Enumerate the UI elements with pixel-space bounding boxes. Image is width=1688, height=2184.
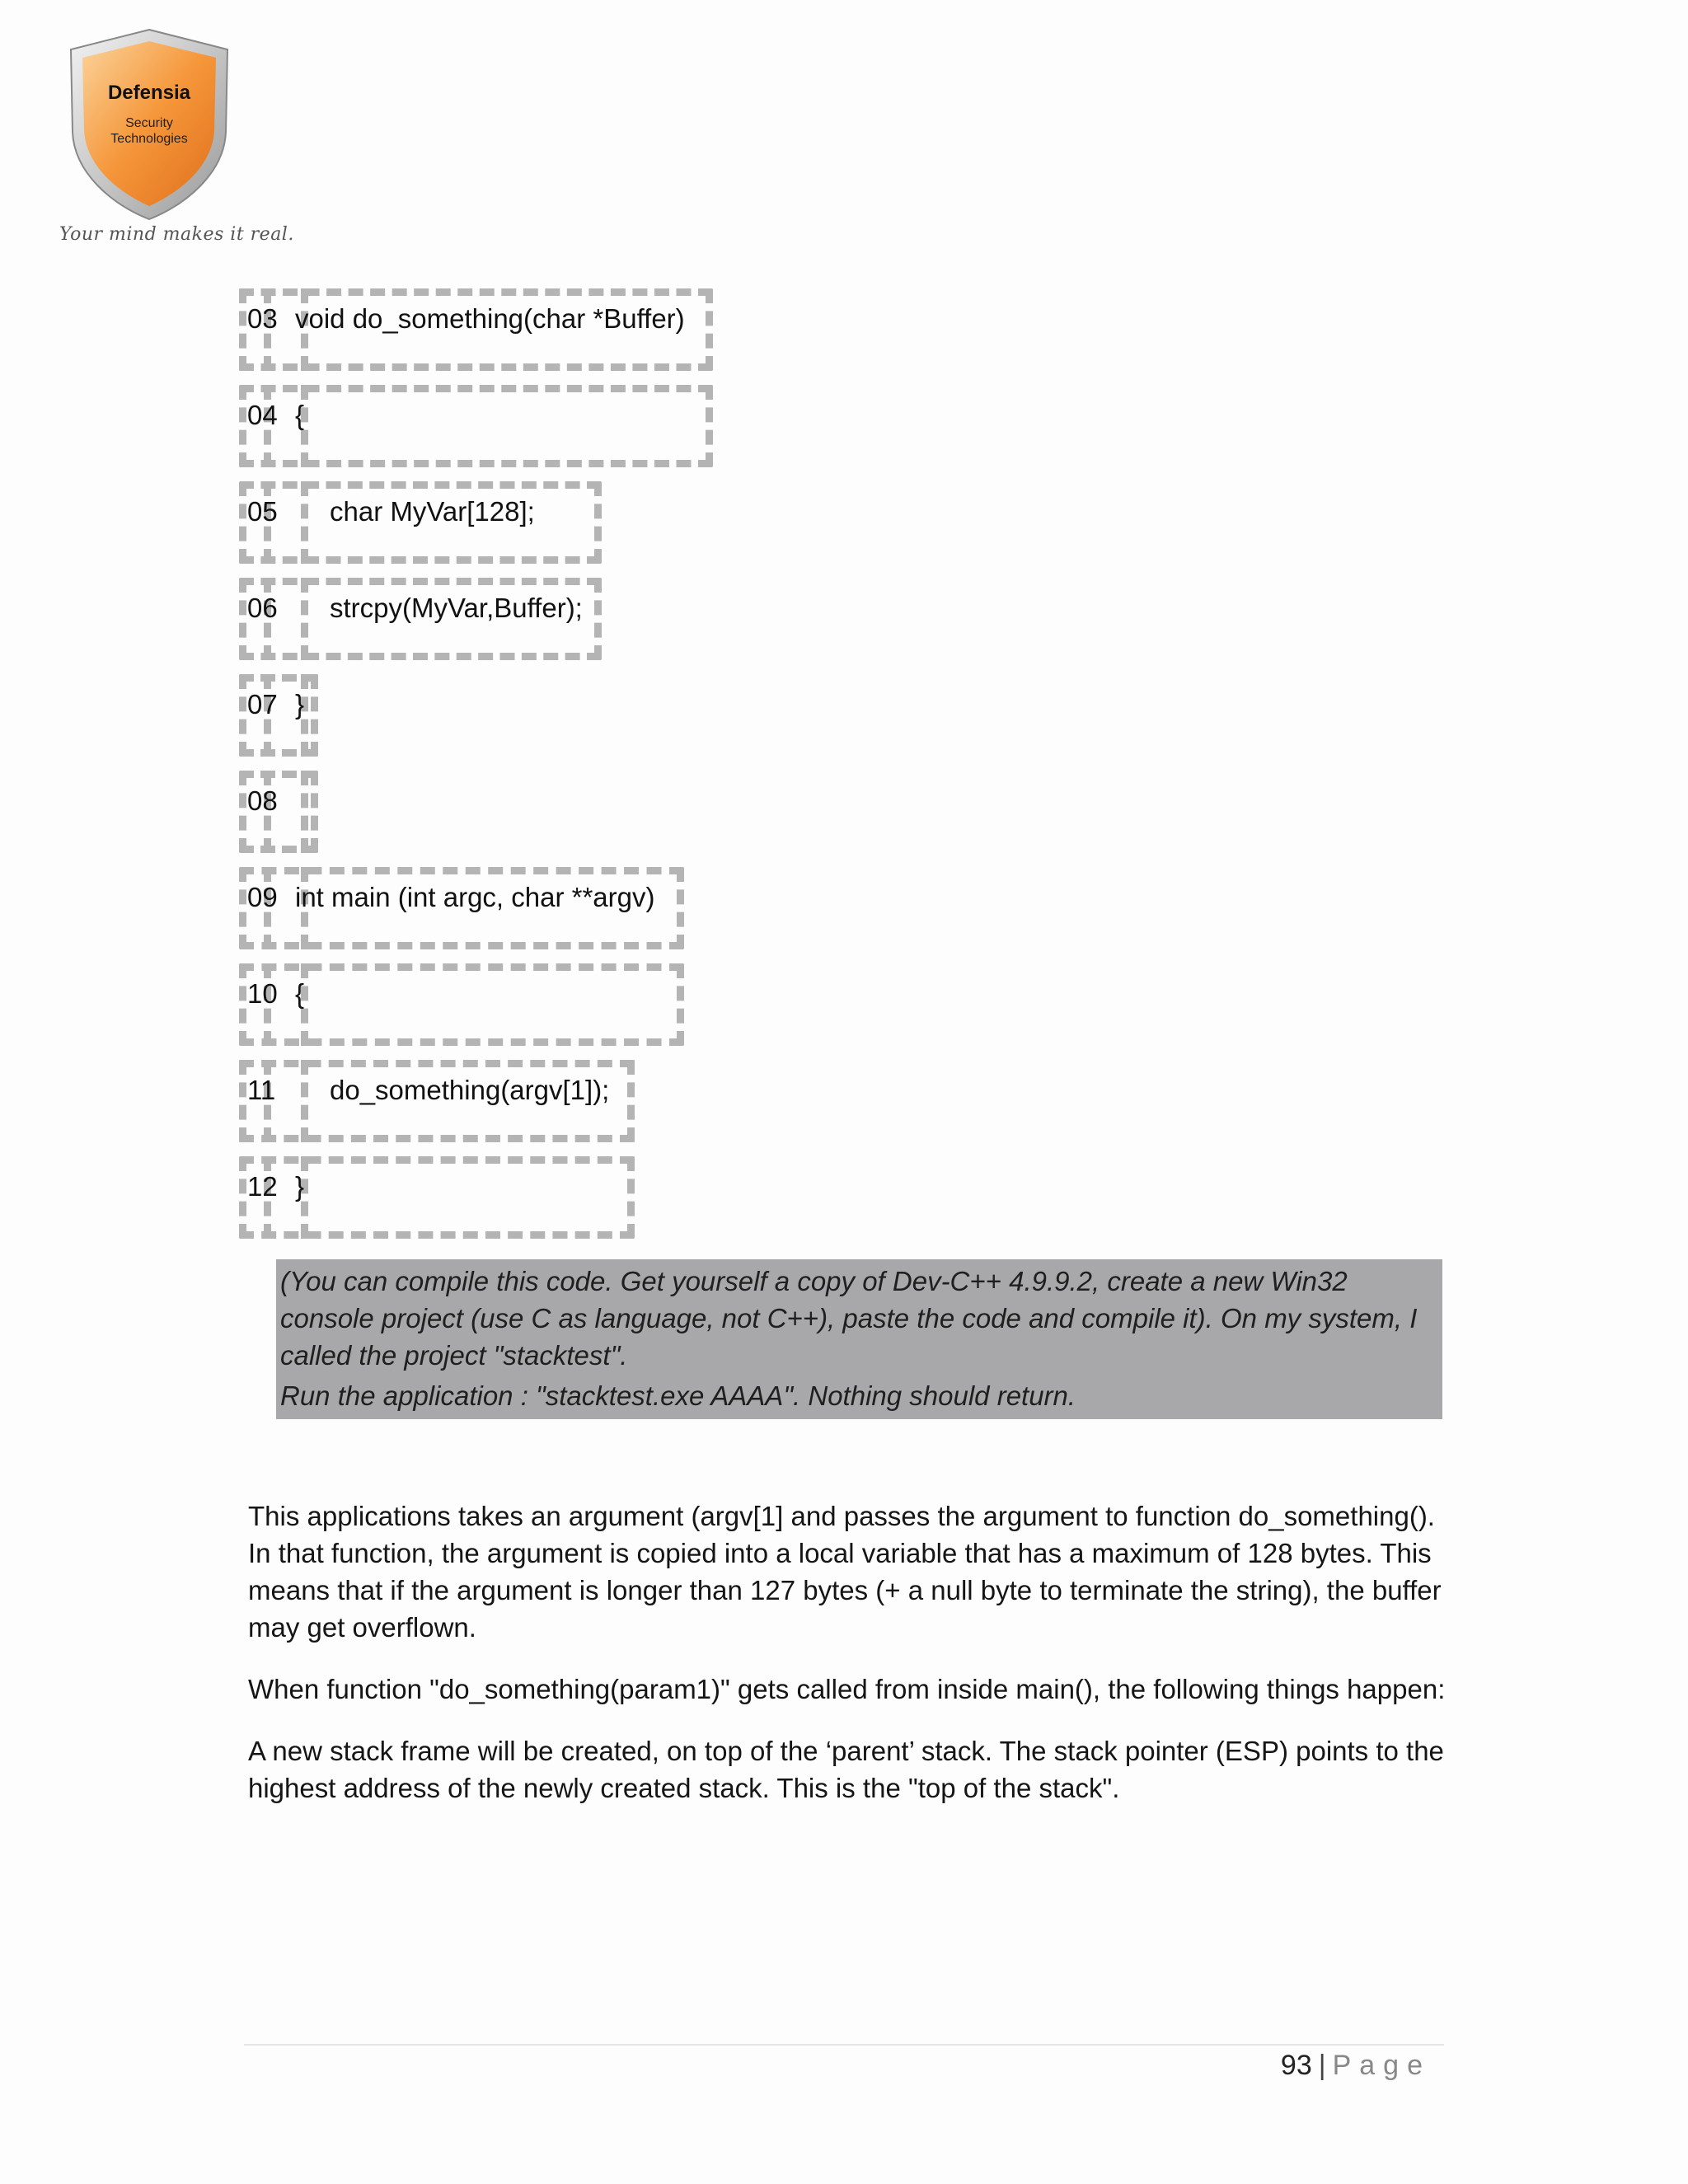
- code-line-08: [239, 771, 734, 867]
- code-line-06: [239, 578, 734, 674]
- code-text: {: [295, 978, 305, 1009]
- note-line-1: (You can compile this code. Get yourself a copy of Dev-C++ 4.9.9.2, create a new Win32 console project (use C as language, not C++), paste the code and compile it). On my system, I called the project "stacktest".: [280, 1266, 1418, 1371]
- paragraph: This applications takes an argument (argv[1] and passes the argument to function do_something(). In that function, the argument is copied into a local variable that has a maximum of 128 bytes. This means that if the argument is longer than 127 bytes (+ a null byte to terminate the string), the buffer may get overflown.: [248, 1501, 1442, 1643]
- code-line-09: [239, 867, 734, 963]
- body-text: [248, 1497, 1451, 1831]
- code-text: strcpy(MyVar,Buffer);: [330, 593, 583, 623]
- line-number: 04: [247, 400, 278, 430]
- line-number: 05: [247, 496, 278, 527]
- footer-divider: [244, 2044, 1444, 2046]
- code-text: char MyVar[128];: [330, 496, 535, 527]
- paragraph: When function "do_something(param1)" gets called from inside main(), the following things happen:: [248, 1674, 1446, 1704]
- compile-note: [276, 1259, 1442, 1419]
- code-line-frame: [239, 385, 713, 467]
- code-text: }: [295, 1171, 305, 1202]
- line-number: 06: [247, 593, 278, 623]
- page-label: Page: [1332, 2050, 1431, 2081]
- code-line-05: [239, 481, 734, 578]
- code-listing: [239, 288, 734, 1253]
- footer-separator: |: [1318, 2050, 1326, 2081]
- shield-logo-icon: [63, 25, 236, 223]
- code-line-04: [239, 385, 734, 481]
- line-number: 12: [247, 1171, 278, 1202]
- logo-tagline: Your mind makes it real.: [59, 224, 294, 245]
- paragraph: A new stack frame will be created, on top of the ‘parent’ stack. The stack pointer (ESP) points to the highest address of the newly created stack. This is the "top of the stack".: [248, 1736, 1444, 1803]
- line-number: 11: [247, 1075, 276, 1105]
- code-text: do_something(argv[1]);: [330, 1075, 610, 1105]
- code-line-03: [239, 288, 734, 385]
- note-line-2: Run the application : "stacktest.exe AAAA". Nothing should return.: [280, 1380, 1076, 1411]
- svg-text:Defensia: Defensia: [107, 82, 191, 104]
- code-line-12: [239, 1156, 734, 1253]
- code-line-11: [239, 1060, 734, 1156]
- line-number: 10: [247, 978, 278, 1009]
- line-number: 09: [247, 882, 278, 912]
- line-number: 07: [247, 689, 278, 719]
- code-line-10: [239, 963, 734, 1060]
- svg-text:Technologies: Technologies: [110, 132, 188, 146]
- code-text: {: [295, 400, 305, 430]
- line-number: 03: [247, 303, 278, 334]
- code-text: }: [295, 689, 305, 719]
- page-footer: [1281, 2050, 1431, 2082]
- code-line-07: [239, 674, 734, 771]
- company-logo: [58, 25, 294, 260]
- page-number: 93: [1280, 2050, 1312, 2081]
- code-text: int main (int argc, char **argv): [295, 882, 655, 912]
- svg-text:Security: Security: [125, 116, 173, 130]
- code-text: void do_something(char *Buffer): [295, 303, 685, 334]
- line-number: 08: [247, 785, 278, 816]
